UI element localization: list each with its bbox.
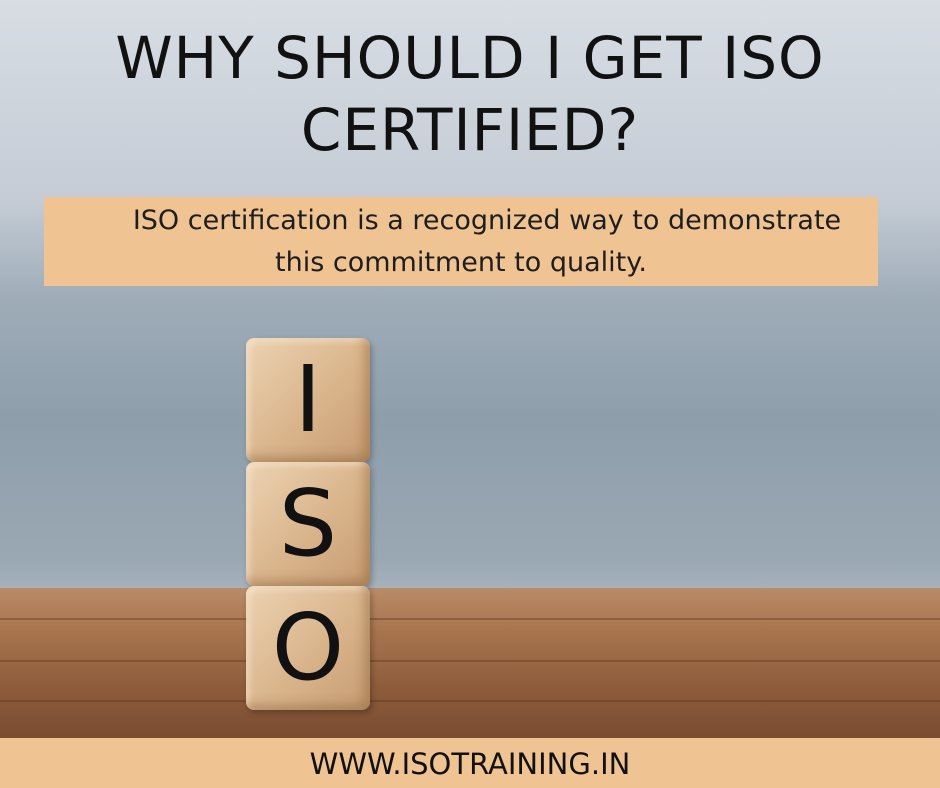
wooden-block-i [246, 338, 370, 462]
block-letter: S [278, 470, 338, 577]
page-title [0, 22, 940, 166]
wooden-table [0, 588, 940, 738]
title-line-2: CERTIFIED? [300, 96, 640, 164]
subtitle-line-1: ISO certification is a recognized way to demonstrate [132, 205, 842, 236]
wooden-block-o [246, 586, 370, 710]
wood-grain-line [0, 700, 940, 702]
subtitle-line-2: this commitment to quality. [275, 247, 647, 278]
footer-url: WWW.ISOTRAINING.IN [309, 747, 631, 781]
block-letter: I [294, 346, 322, 453]
subtitle-text [44, 200, 878, 284]
wood-grain-line [0, 618, 940, 620]
wooden-block-s [246, 462, 370, 586]
wood-grain-line [0, 660, 940, 662]
title-line-1: WHY SHOULD I GET ISO [115, 24, 825, 92]
block-letter: O [271, 594, 345, 701]
